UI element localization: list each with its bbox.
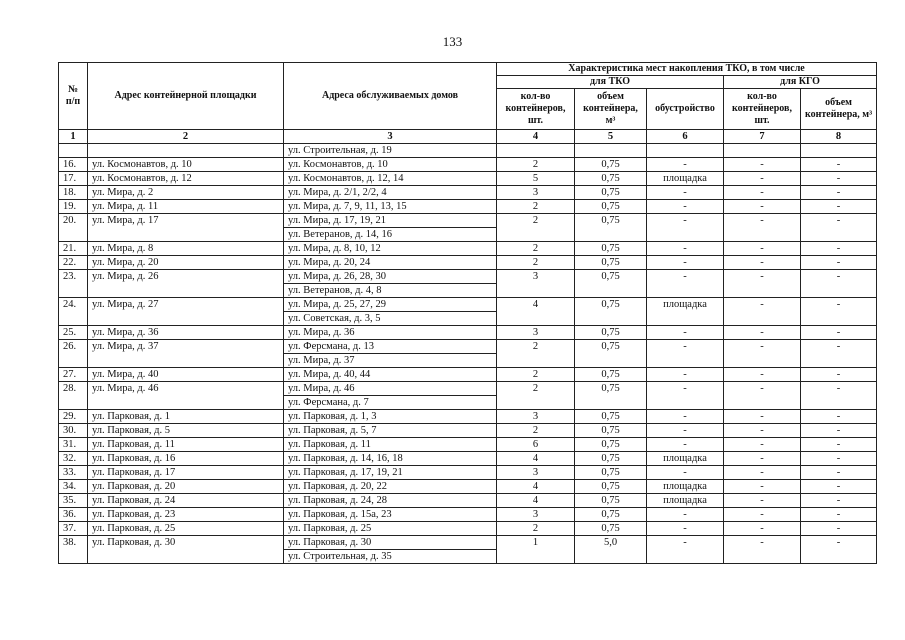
site-address: ул. Космонавтов, д. 10 xyxy=(88,158,284,172)
header-address: Адрес контейнерной площадки xyxy=(88,63,284,130)
row-number: 36. xyxy=(59,508,88,522)
tko-container-volume: 0,75 xyxy=(575,200,647,214)
kgo-container-volume: - xyxy=(801,480,877,494)
table-row xyxy=(59,368,877,382)
house-address: ул. Советская, д. 3, 5 xyxy=(284,312,497,326)
arrangement: - xyxy=(647,340,724,368)
tko-container-volume: 0,75 xyxy=(575,494,647,508)
tko-container-volume: 0,75 xyxy=(575,424,647,438)
kgo-container-count: - xyxy=(724,242,801,256)
row-number: 19. xyxy=(59,200,88,214)
header-tko-count: кол-во контейнеров, шт. xyxy=(497,89,575,130)
tko-container-volume: 0,75 xyxy=(575,326,647,340)
table-row xyxy=(59,424,877,438)
kgo-container-count: - xyxy=(724,256,801,270)
row-number: 17. xyxy=(59,172,88,186)
row-number: 16. xyxy=(59,158,88,172)
tko-container-volume: 0,75 xyxy=(575,270,647,298)
tko-container-volume: 0,75 xyxy=(575,172,647,186)
kgo-container-volume: - xyxy=(801,242,877,256)
site-address: ул. Парковая, д. 24 xyxy=(88,494,284,508)
arrangement: - xyxy=(647,200,724,214)
site-address: ул. Мира, д. 46 xyxy=(88,382,284,410)
tko-container-volume: 0,75 xyxy=(575,186,647,200)
table-row xyxy=(59,508,877,522)
table-row xyxy=(59,172,877,186)
tko-container-volume: 0,75 xyxy=(575,410,647,424)
house-address: ул. Парковая, д. 1, 3 xyxy=(284,410,497,424)
kgo-container-volume: - xyxy=(801,494,877,508)
kgo-container-count: - xyxy=(724,466,801,480)
table-row xyxy=(59,522,877,536)
header-group: Характеристика мест накопления ТКО, в том числе xyxy=(497,63,877,76)
kgo-container-volume: - xyxy=(801,410,877,424)
table-row xyxy=(59,536,877,550)
kgo-container-count: - xyxy=(724,326,801,340)
column-index-row xyxy=(59,130,877,144)
row-number: 24. xyxy=(59,298,88,326)
house-address: ул. Мира, д. 2/1, 2/2, 4 xyxy=(284,186,497,200)
table-row xyxy=(59,382,877,396)
arrangement: площадка xyxy=(647,480,724,494)
table-row xyxy=(59,186,877,200)
kgo-container-volume: - xyxy=(801,326,877,340)
kgo-container-volume: - xyxy=(801,438,877,452)
tko-container-volume: 0,75 xyxy=(575,214,647,242)
row-number: 25. xyxy=(59,326,88,340)
tko-container-volume: 5,0 xyxy=(575,536,647,564)
house-address: ул. Мира, д. 8, 10, 12 xyxy=(284,242,497,256)
tko-container-volume: 0,75 xyxy=(575,466,647,480)
site-address: ул. Парковая, д. 25 xyxy=(88,522,284,536)
kgo-container-count: - xyxy=(724,508,801,522)
kgo-container-volume: - xyxy=(801,522,877,536)
house-address: ул. Строительная, д. 19 xyxy=(284,144,497,158)
arrangement: площадка xyxy=(647,172,724,186)
tko-container-volume: 0,75 xyxy=(575,480,647,494)
tko-container-volume: 0,75 xyxy=(575,382,647,410)
house-address: ул. Мира, д. 7, 9, 11, 13, 15 xyxy=(284,200,497,214)
house-address: ул. Парковая, д. 20, 22 xyxy=(284,480,497,494)
site-address: ул. Парковая, д. 1 xyxy=(88,410,284,424)
site-address: ул. Мира, д. 2 xyxy=(88,186,284,200)
column-index: 6 xyxy=(647,130,724,144)
tko-container-volume: 0,75 xyxy=(575,340,647,368)
house-address: ул. Мира, д. 17, 19, 21 xyxy=(284,214,497,228)
kgo-container-volume: - xyxy=(801,382,877,410)
arrangement: - xyxy=(647,242,724,256)
table-row xyxy=(59,256,877,270)
tko-container-count: 6 xyxy=(497,438,575,452)
house-address: ул. Мира, д. 26, 28, 30 xyxy=(284,270,497,284)
house-address: ул. Мира, д. 25, 27, 29 xyxy=(284,298,497,312)
row-number: 34. xyxy=(59,480,88,494)
site-address: ул. Парковая, д. 16 xyxy=(88,452,284,466)
kgo-container-volume: - xyxy=(801,270,877,298)
arrangement: - xyxy=(647,326,724,340)
arrangement: - xyxy=(647,382,724,410)
row-number: 33. xyxy=(59,466,88,480)
row-number: 37. xyxy=(59,522,88,536)
arrangement: - xyxy=(647,270,724,298)
house-address: ул. Парковая, д. 30 xyxy=(284,536,497,550)
header-tko-volume: объем контейнера, м³ xyxy=(575,89,647,130)
table-row xyxy=(59,452,877,466)
row-number: 27. xyxy=(59,368,88,382)
tko-container-count: 4 xyxy=(497,480,575,494)
kgo-container-volume: - xyxy=(801,466,877,480)
house-address: ул. Космонавтов, д. 12, 14 xyxy=(284,172,497,186)
tko-container-count: 4 xyxy=(497,494,575,508)
kgo-container-volume: - xyxy=(801,368,877,382)
kgo-container-count: - xyxy=(724,186,801,200)
house-address: ул. Космонавтов, д. 10 xyxy=(284,158,497,172)
tko-container-count: 3 xyxy=(497,410,575,424)
row-number: 35. xyxy=(59,494,88,508)
kgo-container-count: - xyxy=(724,424,801,438)
arrangement: - xyxy=(647,186,724,200)
table-row xyxy=(59,466,877,480)
kgo-container-volume: - xyxy=(801,172,877,186)
tko-container-volume: 0,75 xyxy=(575,438,647,452)
header-kgo: для КГО xyxy=(724,76,877,89)
house-address: ул. Ветеранов, д. 4, 8 xyxy=(284,284,497,298)
arrangement: площадка xyxy=(647,452,724,466)
arrangement: - xyxy=(647,438,724,452)
tko-container-volume: 0,75 xyxy=(575,452,647,466)
row-number: 22. xyxy=(59,256,88,270)
table-row xyxy=(59,200,877,214)
arrangement: - xyxy=(647,410,724,424)
kgo-container-volume: - xyxy=(801,536,877,564)
kgo-container-volume: - xyxy=(801,508,877,522)
site-address: ул. Мира, д. 11 xyxy=(88,200,284,214)
table-header xyxy=(59,63,877,144)
arrangement: площадка xyxy=(647,298,724,326)
table-row xyxy=(59,158,877,172)
header-arrangement: обустройство xyxy=(647,89,724,130)
column-index: 8 xyxy=(801,130,877,144)
kgo-container-count: - xyxy=(724,494,801,508)
kgo-container-count: - xyxy=(724,536,801,564)
table-row xyxy=(59,410,877,424)
house-address: ул. Парковая, д. 5, 7 xyxy=(284,424,497,438)
row-number: 38. xyxy=(59,536,88,564)
table-row xyxy=(59,494,877,508)
site-address: ул. Парковая, д. 11 xyxy=(88,438,284,452)
table-row xyxy=(59,214,877,228)
kgo-container-count: - xyxy=(724,270,801,298)
tko-container-count: 4 xyxy=(497,452,575,466)
tko-container-volume: 0,75 xyxy=(575,508,647,522)
site-address: ул. Мира, д. 8 xyxy=(88,242,284,256)
tko-container-count: 5 xyxy=(497,172,575,186)
tko-container-count: 3 xyxy=(497,326,575,340)
row-number: 31. xyxy=(59,438,88,452)
tko-container-count: 2 xyxy=(497,340,575,368)
house-address: ул. Парковая, д. 25 xyxy=(284,522,497,536)
kgo-container-volume: - xyxy=(801,200,877,214)
tko-container-count: 3 xyxy=(497,270,575,298)
site-address: ул. Космонавтов, д. 12 xyxy=(88,172,284,186)
site-address: ул. Мира, д. 27 xyxy=(88,298,284,326)
kgo-container-count: - xyxy=(724,214,801,242)
site-address: ул. Мира, д. 26 xyxy=(88,270,284,298)
house-address: ул. Мира, д. 40, 44 xyxy=(284,368,497,382)
tko-container-volume: 0,75 xyxy=(575,242,647,256)
table-row xyxy=(59,326,877,340)
tko-container-volume: 0,75 xyxy=(575,158,647,172)
house-address: ул. Парковая, д. 11 xyxy=(284,438,497,452)
row-number: 20. xyxy=(59,214,88,242)
header-num: № п/п xyxy=(59,63,88,130)
site-address: ул. Парковая, д. 17 xyxy=(88,466,284,480)
kgo-container-count: - xyxy=(724,438,801,452)
table-row xyxy=(59,270,877,284)
house-address: ул. Мира, д. 37 xyxy=(284,354,497,368)
header-houses: Адреса обслуживаемых домов xyxy=(284,63,497,130)
column-index: 4 xyxy=(497,130,575,144)
site-address: ул. Мира, д. 40 xyxy=(88,368,284,382)
kgo-container-count: - xyxy=(724,480,801,494)
arrangement: - xyxy=(647,214,724,242)
arrangement: - xyxy=(647,466,724,480)
header-tko: для ТКО xyxy=(497,76,724,89)
kgo-container-count: - xyxy=(724,340,801,368)
house-address: ул. Парковая, д. 17, 19, 21 xyxy=(284,466,497,480)
row-number: 26. xyxy=(59,340,88,368)
site-address: ул. Мира, д. 17 xyxy=(88,214,284,242)
house-address: ул. Ферсмана, д. 7 xyxy=(284,396,497,410)
arrangement: - xyxy=(647,522,724,536)
house-address: ул. Строительная, д. 35 xyxy=(284,550,497,564)
tko-container-count: 3 xyxy=(497,186,575,200)
site-address: ул. Парковая, д. 23 xyxy=(88,508,284,522)
house-address: ул. Ферсмана, д. 13 xyxy=(284,340,497,354)
table-row xyxy=(59,340,877,354)
kgo-container-count: - xyxy=(724,522,801,536)
container-sites-table xyxy=(58,62,877,564)
arrangement: - xyxy=(647,256,724,270)
column-index: 5 xyxy=(575,130,647,144)
site-address: ул. Парковая, д. 5 xyxy=(88,424,284,438)
kgo-container-count: - xyxy=(724,200,801,214)
row-number: 21. xyxy=(59,242,88,256)
column-index: 2 xyxy=(88,130,284,144)
tko-container-count: 3 xyxy=(497,466,575,480)
kgo-container-volume: - xyxy=(801,340,877,368)
tko-container-count: 1 xyxy=(497,536,575,564)
kgo-container-volume: - xyxy=(801,452,877,466)
house-address: ул. Мира, д. 46 xyxy=(284,382,497,396)
row-number: 28. xyxy=(59,382,88,410)
site-address: ул. Парковая, д. 30 xyxy=(88,536,284,564)
tko-container-count: 2 xyxy=(497,382,575,410)
kgo-container-count: - xyxy=(724,158,801,172)
tko-container-count: 2 xyxy=(497,200,575,214)
house-address: ул. Парковая, д. 14, 16, 18 xyxy=(284,452,497,466)
kgo-container-count: - xyxy=(724,172,801,186)
tko-container-volume: 0,75 xyxy=(575,256,647,270)
house-address: ул. Ветеранов, д. 14, 16 xyxy=(284,228,497,242)
kgo-container-count: - xyxy=(724,382,801,410)
arrangement: - xyxy=(647,508,724,522)
tko-container-volume: 0,75 xyxy=(575,522,647,536)
tko-container-volume: 0,75 xyxy=(575,368,647,382)
kgo-container-volume: - xyxy=(801,298,877,326)
kgo-container-volume: - xyxy=(801,186,877,200)
column-index: 1 xyxy=(59,130,88,144)
tko-container-volume: 0,75 xyxy=(575,298,647,326)
tko-container-count: 4 xyxy=(497,298,575,326)
house-address: ул. Парковая, д. 24, 28 xyxy=(284,494,497,508)
site-address: ул. Мира, д. 36 xyxy=(88,326,284,340)
kgo-container-volume: - xyxy=(801,256,877,270)
tko-container-count: 3 xyxy=(497,508,575,522)
arrangement: площадка xyxy=(647,494,724,508)
row-number: 30. xyxy=(59,424,88,438)
kgo-container-volume: - xyxy=(801,424,877,438)
house-address: ул. Мира, д. 20, 24 xyxy=(284,256,497,270)
tko-container-count: 2 xyxy=(497,214,575,242)
column-index: 7 xyxy=(724,130,801,144)
tko-container-count: 2 xyxy=(497,424,575,438)
house-address: ул. Мира, д. 36 xyxy=(284,326,497,340)
tko-container-count: 2 xyxy=(497,522,575,536)
kgo-container-count: - xyxy=(724,410,801,424)
header-kgo-volume: объем контейнера, м³ xyxy=(801,89,877,130)
row-number: 32. xyxy=(59,452,88,466)
kgo-container-count: - xyxy=(724,298,801,326)
row-number: 23. xyxy=(59,270,88,298)
table-row xyxy=(59,480,877,494)
arrangement: - xyxy=(647,158,724,172)
arrangement: - xyxy=(647,424,724,438)
house-address: ул. Парковая, д. 15а, 23 xyxy=(284,508,497,522)
kgo-container-count: - xyxy=(724,452,801,466)
site-address: ул. Мира, д. 20 xyxy=(88,256,284,270)
row-number: 29. xyxy=(59,410,88,424)
arrangement: - xyxy=(647,368,724,382)
tko-container-count: 2 xyxy=(497,242,575,256)
table-row xyxy=(59,298,877,312)
table-row xyxy=(59,242,877,256)
site-address: ул. Парковая, д. 20 xyxy=(88,480,284,494)
header-kgo-count: кол-во контейнеров, шт. xyxy=(724,89,801,130)
site-address: ул. Мира, д. 37 xyxy=(88,340,284,368)
row-number: 18. xyxy=(59,186,88,200)
arrangement: - xyxy=(647,536,724,564)
tko-container-count: 2 xyxy=(497,368,575,382)
page-number: 133 xyxy=(442,34,463,49)
kgo-container-volume: - xyxy=(801,214,877,242)
tko-container-count: 2 xyxy=(497,256,575,270)
tko-container-count: 2 xyxy=(497,158,575,172)
column-index: 3 xyxy=(284,130,497,144)
table-row xyxy=(59,144,877,158)
kgo-container-volume: - xyxy=(801,158,877,172)
table-row xyxy=(59,438,877,452)
kgo-container-count: - xyxy=(724,368,801,382)
table-body xyxy=(59,144,877,564)
